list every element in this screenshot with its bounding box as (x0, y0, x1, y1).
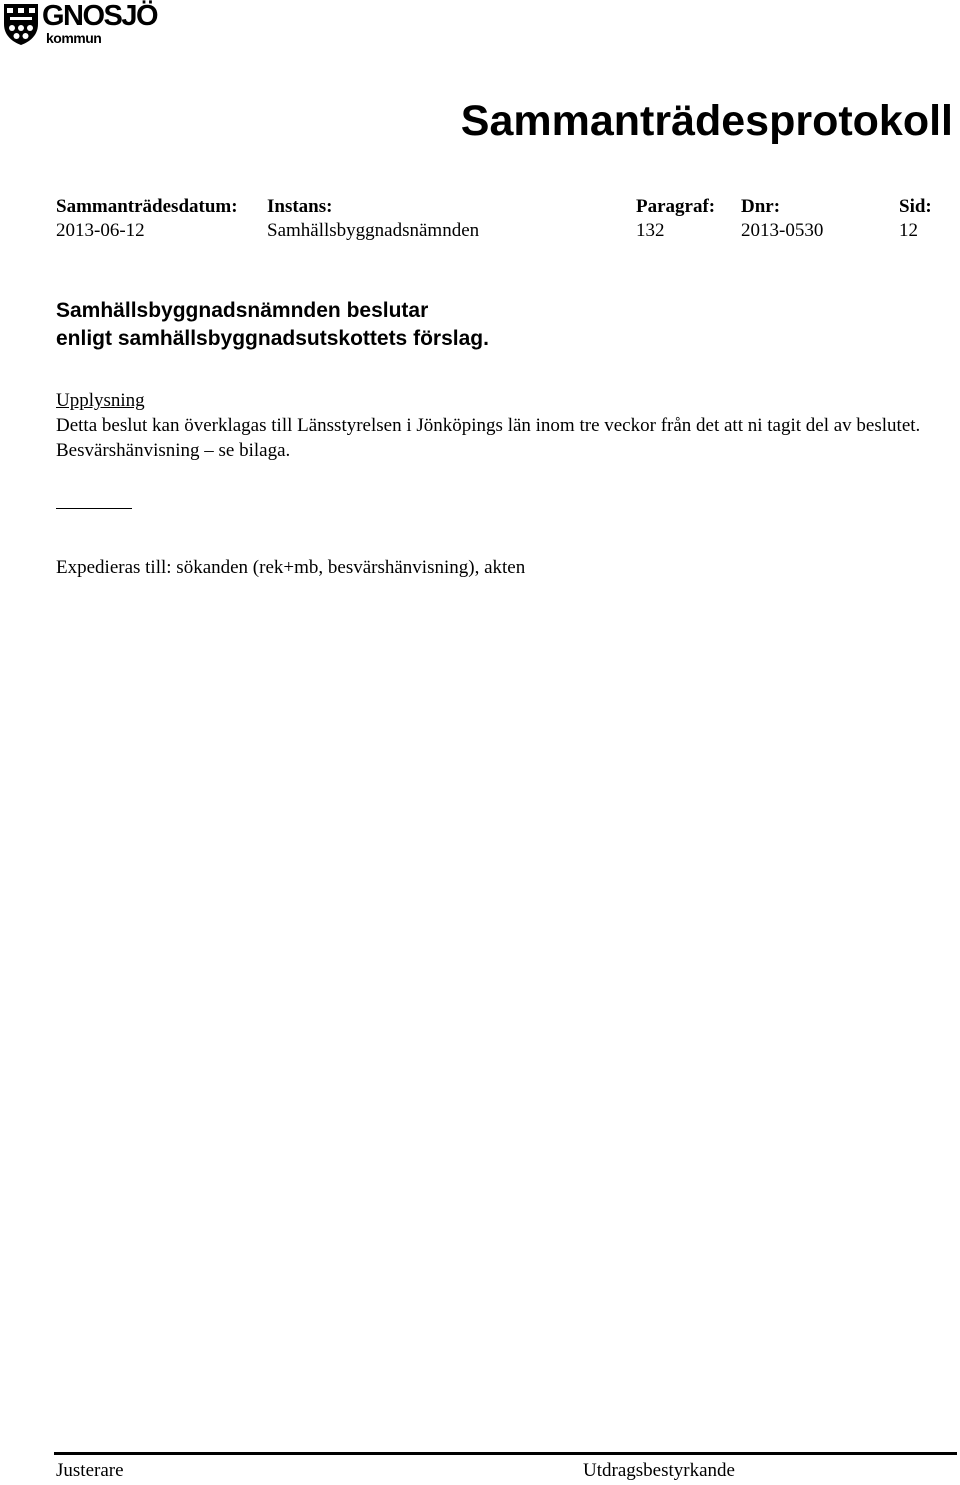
meeting-date-value: 2013-06-12 (56, 220, 145, 241)
footer-adjuster-label: Justerare (56, 1460, 124, 1481)
decision-line-1: Samhällsbyggnadsnämnden beslutar (56, 299, 429, 322)
footer-divider (54, 1452, 957, 1455)
decision-block (56, 297, 489, 353)
information-text: Detta beslut kan överklagas till Länsstyrelsen i Jönköpings län inom tre veckor från det att ni tagit del av beslutet. Besvärshänvisning – se bilaga. (56, 415, 921, 461)
logo-subtitle: kommun (46, 30, 102, 46)
dnr-label: Dnr: (741, 196, 781, 217)
paragraph-value: 132 (636, 220, 665, 241)
logo-wordmark: GNOSJÖ (42, 0, 158, 32)
dispatch-text: Expedieras till: sökanden (rek+mb, besvärshänvisning), akten (56, 557, 526, 578)
instance-label: Instans: (267, 196, 333, 217)
dnr-value: 2013-0530 (741, 220, 824, 241)
page-title: Sammanträdesprotokoll (460, 97, 953, 145)
information-heading: Upplysning (56, 390, 145, 411)
instance-value: Samhällsbyggnadsnämnden (267, 220, 480, 241)
coat-of-arms-icon (2, 2, 40, 46)
decision-line-2: enligt samhällsbyggnadsutskottets förslag. (56, 327, 489, 350)
section-divider (56, 508, 132, 509)
paragraph-label: Paragraf: (636, 196, 716, 217)
page-number-value: 12 (899, 220, 918, 241)
municipality-logo (2, 2, 172, 48)
footer-certifier-label: Utdragsbestyrkande (583, 1460, 735, 1481)
page-number-label: Sid: (899, 196, 932, 217)
meeting-date-label: Sammanträdesdatum: (56, 196, 238, 217)
